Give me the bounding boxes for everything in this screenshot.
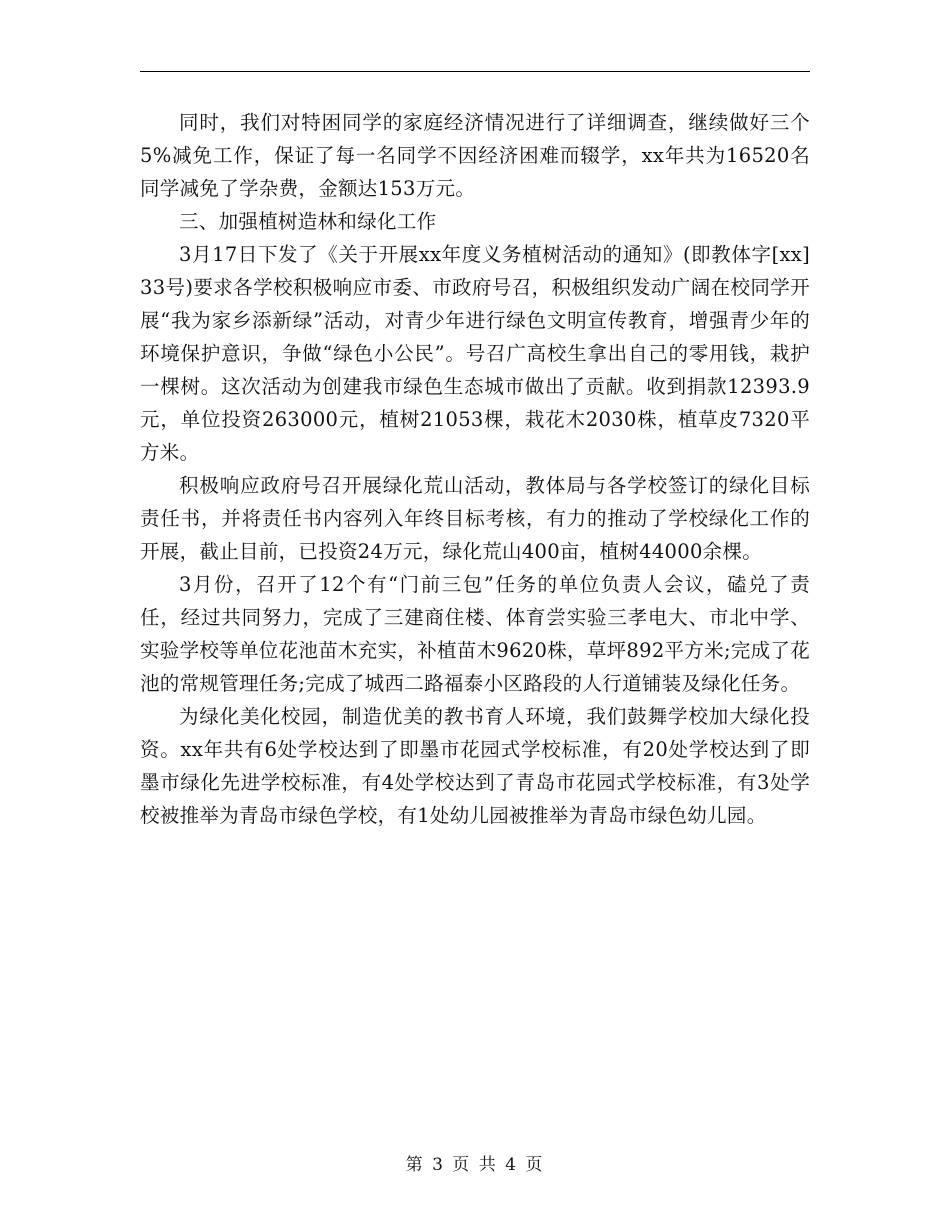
document-body xyxy=(140,106,810,832)
page-number-footer: 第 3 页 共 4 页 xyxy=(405,1155,545,1175)
section-heading-greening: 三、加强植树造林和绿化工作 xyxy=(179,210,437,233)
paragraph-campus-greening: 为绿化美化校园，制造优美的教书育人环境，我们鼓舞学校加大绿化投资。xx年共有6处学校达到了即墨市花园式学校标准，有20处学校达到了即墨市绿化先进学校标准，有4处学校达到了青岛市花园式学校标准，有3处学校被推举为青岛市绿色学校，有1处幼儿园被推举为青岛市绿色幼儿园。 xyxy=(140,705,810,827)
paragraph-barren-hill-greening: 积极响应政府号召开展绿化荒山活动，教体局与各学校签订的绿化目标责任书，并将责任书内容列入年终目标考核，有力的推动了学校绿化工作的开展，截止目前，已投资24万元，绿化荒山400亩，植树44000余棵。 xyxy=(140,474,810,563)
paragraph-tuition-reduction: 同时，我们对特困同学的家庭经济情况进行了详细调查，继续做好三个5%减免工作，保证了每一名同学不因经济困难而辍学，xx年共为16520名同学减免了学杂费，金额达153万元。 xyxy=(140,111,810,200)
paragraph-tree-planting-campaign: 3月17日下发了《关于开展xx年度义务植树活动的通知》(即教体字[xx]33号)要求各学校积极响应市委、市政府号召，积极组织发动广阔在校同学开展“我为家乡添新绿”活动，对青少年进行绿色文明宣传教育，增强青少年的环境保护意识，争做“绿色小公民”。号召广高校生拿出自己的零用钱，栽护一棵树。这次活动为创建我市绿色生态城市做出了贡献。收到捐款12393.9元，单位投资263000元，植树21053棵，栽花木2030株，植草皮7320平方米。 xyxy=(140,243,810,464)
header-rule xyxy=(140,71,810,72)
paragraph-three-guarantees: 3月份，召开了12个有“门前三包”任务的单位负责人会议，磕兑了责任，经过共同努力，完成了三建商住楼、体育尝实验三孝电大、市北中学、实验学校等单位花池苗木充实，补植苗木9620株，草坪892平方米;完成了花池的常规管理任务;完成了城西二路福泰小区路段的人行道铺装及绿化任务。 xyxy=(140,573,811,695)
